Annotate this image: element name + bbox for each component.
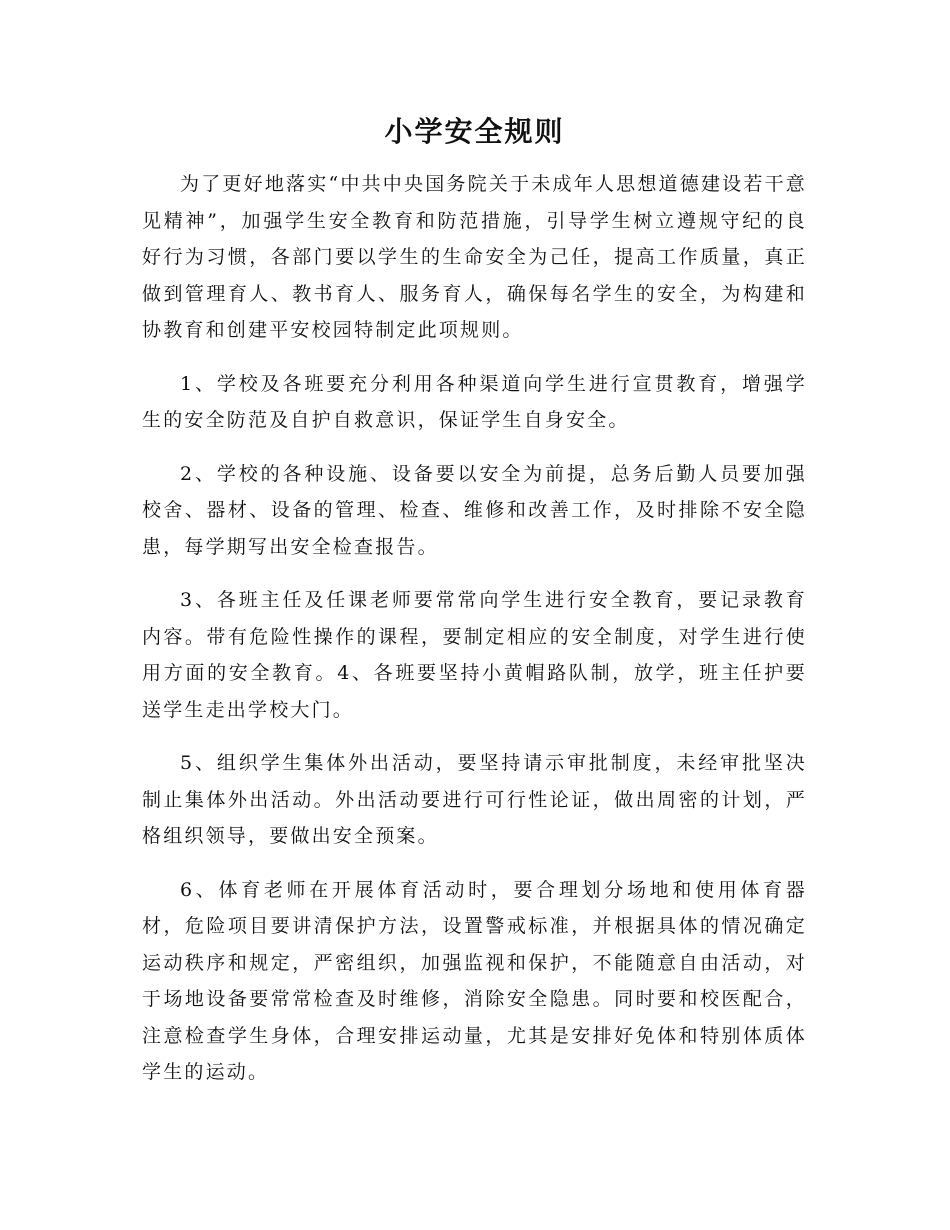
rule-paragraph-5: 5、组织学生集体外出活动，要坚持请示审批制度，未经审批坚决制止集体外出活动。外出活动要进行可行性论证，做出周密的计划，严格组织领导，要做出安全预案。	[142, 752, 807, 847]
rule-paragraph-1: 1、学校及各班要充分利用各种渠道向学生进行宣贯教育，增强学生的安全防范及自护自救意识，保证学生自身安全。	[142, 372, 807, 431]
rule-paragraph-2: 2、学校的各种设施、设备要以安全为前提，总务后勤人员要加强校舍、器材、设备的管理、检查、维修和改善工作，及时排除不安全隐患，每学期写出安全检查报告。	[142, 462, 807, 558]
document-page	[142, 110, 807, 1108]
document-title: 小学安全规则	[384, 115, 565, 148]
rule-paragraph-3-4: 3、各班主任及任课老师要常常向学生进行安全教育，要记录教育内容。带有危险性操作的课程，要制定相应的安全制度，对学生进行使用方面的安全教育。4、各班要坚持小黄帽路队制，放学，班主任护要送学生走出学校大门。	[142, 589, 807, 721]
rule-paragraph-6: 6、体育老师在开展体育活动时，要合理划分场地和使用体育器材，危险项目要讲清保护方法，设置警戒标准，并根据具体的情况确定运动秩序和规定，严密组织，加强监视和保护，不能随意自由活动，对于场地设备要常常检查及时维修，消除安全隐患。同时要和校医配合，注意检查学生身体，合理安排运动量，尤其是安排好免体和特别体质体学生的运动。	[142, 878, 807, 1083]
intro-paragraph: 为了更好地落实“中共中央国务院关于未成年人思想道德建设若干意见精神”，加强学生安全教育和防范措施，引导学生树立遵规守纪的良好行为习惯，各部门要以学生的生命安全为己任，提高工作质量，真正做到管理育人、教书育人、服务育人，确保每名学生的安全，为构建和协教育和创建平安校园特制定此项规则。	[142, 173, 807, 341]
